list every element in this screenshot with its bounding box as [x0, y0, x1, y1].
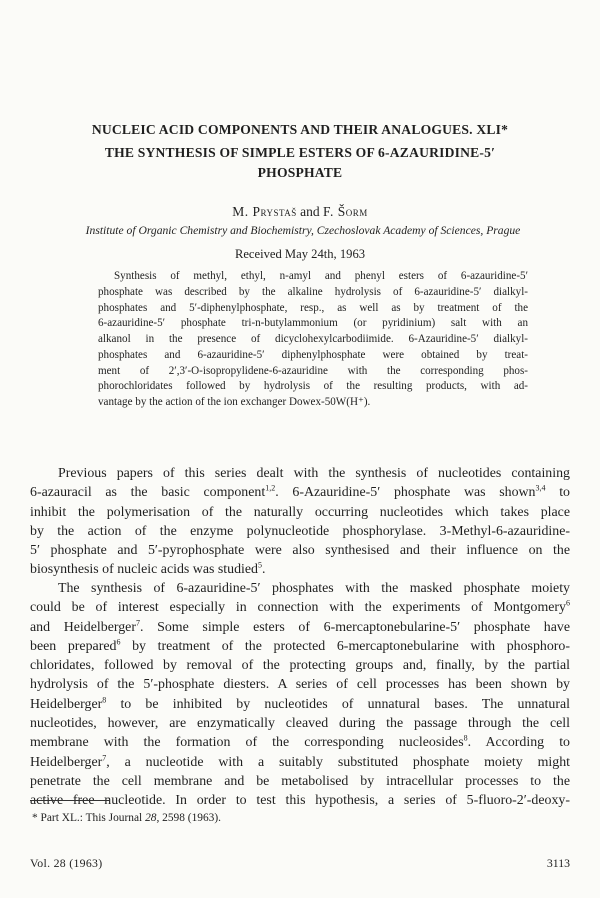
footnote: [32, 812, 221, 824]
text-run: . According to: [467, 735, 570, 751]
journal-volume: Vol. 28 (1963): [30, 856, 103, 870]
citation-ref: 3,4: [535, 483, 546, 493]
abstract-line-text: vantage by the action of the ion exchanger Dowex-50W(H: [98, 396, 358, 408]
author-1: M. Prystaš: [232, 204, 297, 219]
footnote-volume: 28,: [145, 812, 160, 824]
body-line: [30, 695, 570, 714]
body-line: hydrolysis of the 5′-phosphate diesters. A series of cell processes has been shown by: [30, 677, 570, 693]
article-title-line-1: NUCLEIC ACID COMPONENTS AND THEIR ANALOGUES. XLI*: [91, 122, 509, 137]
body-line: [30, 637, 570, 656]
paragraph-1: [30, 464, 570, 580]
abstract-line: phosphate was described by the alkaline hydrolysis of 6-azauridine-5′ dialkyl-: [98, 285, 528, 298]
citation-ref: 8: [102, 695, 107, 705]
body-line: [30, 618, 570, 637]
footnote-rule: [30, 800, 110, 801]
body-line: Previous papers of this series dealt with the synthesis of nucleotides containing: [58, 466, 570, 481]
citation-ref: 7: [102, 753, 107, 763]
author-conjunction: and: [296, 204, 324, 219]
citation-ref: 5: [258, 560, 262, 570]
body-line: [30, 560, 570, 579]
abstract-line: phosphates and 6-azauridine-5′ diphenylphosphate were obtained by treat-: [98, 348, 528, 361]
body-line: nucleotides, however, are enzymatically cleaved during the passage through the cell: [30, 716, 570, 732]
text-run: .: [262, 562, 266, 578]
text-run: membrane with the formation of the corresponding nucleosides: [30, 735, 464, 751]
author-2: F. Šorm: [323, 204, 368, 219]
affiliation: Institute of Organic Chemistry and Biochemistry, Czechoslovak Academy of Sciences, Prague: [85, 224, 521, 237]
citation-ref: 6: [116, 637, 121, 647]
body-line: by the action of the enzyme polynucleotide phosphorylase. 3-Methyl-6-azauridine-: [30, 523, 570, 539]
abstract-line-end: ⁺).: [358, 396, 371, 408]
body-line: 5′ phosphate and 5′-pyrophosphate were also synthesised and their influence on the: [30, 543, 570, 559]
body-line: [30, 753, 570, 772]
article-title-line-3: PHOSPHATE: [257, 165, 343, 180]
abstract-line: alkanol in the presence of dicyclohexylcarbodiimide. 6-Azauridine-5′ dialkyl-: [98, 333, 528, 345]
text-run: 6-azauracil as the basic component: [30, 485, 266, 501]
abstract-line: phosphates and 5′-diphenylphosphate, resp., as well as by treatment of the: [98, 301, 528, 314]
body-line: [30, 483, 570, 502]
body-line: penetrate the cell membrane and be metabolised by intracellular processes to the: [30, 773, 570, 789]
text-run: could be of interest especially in connection with the experiments of Montgomery: [30, 600, 566, 616]
abstract-line: phorochloridates followed by hydrolysis of the resulting products, with ad-: [98, 380, 528, 393]
text-run: Heidelberger: [30, 696, 103, 712]
page-number: 3113: [546, 856, 570, 870]
authors: [0, 204, 600, 220]
abstract: [98, 269, 528, 411]
abstract-line: ment of 2′,3′-O-isopropylidene-6-azauridine with the corresponding phos-: [98, 364, 528, 377]
text-run: to be inhibited by nucleotides of unnatural bases. The unnatural: [106, 696, 570, 712]
text-run: . 6-Azauridine-5′ phosphate was shown: [275, 485, 536, 501]
received-date: Received May 24th, 1963: [234, 247, 366, 261]
body-line: active free nucleotide. In order to test this hypothesis, a series of 5-fluoro-2′-deoxy-: [30, 793, 570, 809]
text-run: and Heidelberger: [30, 619, 136, 635]
text-run: been prepared: [30, 638, 117, 654]
text-run: Heidelberger: [30, 754, 103, 770]
body-line: [30, 733, 570, 752]
paragraph-2: [30, 579, 570, 811]
citation-ref: 8: [463, 733, 468, 743]
abstract-line: 6-azauridine-5′ phosphate tri-n-butylammonium (or pyridinium) salt with an: [98, 317, 528, 330]
citation-ref: 6: [566, 598, 570, 608]
footnote-text: * Part XL.: This Journal: [32, 812, 146, 824]
abstract-line: Synthesis of methyl, ethyl, n-amyl and phenyl esters of 6-azauridine-5′: [114, 270, 528, 282]
body-line: inhibit the polymerisation of the naturally occurring nucleotides which takes place: [30, 504, 570, 520]
body-line: The synthesis of 6-azauridine-5′ phosphates with the masked phosphate moiety: [58, 581, 570, 596]
text-run: by treatment of the protected 6-mercaptonebularine with phosphoro-: [120, 638, 570, 654]
text-run: , a nucleotide with a suitably substituted phosphate moiety might: [106, 754, 570, 770]
citation-ref: 7: [135, 617, 140, 627]
abstract-line: [98, 395, 528, 411]
text-run: to: [545, 485, 571, 501]
footnote-text: 2598 (1963).: [159, 812, 222, 824]
article-title-line-2: THE SYNTHESIS OF SIMPLE ESTERS OF 6-AZAURIDINE-5′: [104, 145, 496, 160]
body-line: chloridates, followed by removal of the protecting groups and, finally, by the partial: [30, 658, 570, 674]
body-line: [30, 598, 570, 617]
text-run: . Some simple esters of 6-mercaptonebularine-5′ phosphate have: [139, 619, 570, 635]
citation-ref: 1,2: [265, 483, 276, 493]
text-run: biosynthesis of nucleic acids was studied: [30, 562, 258, 578]
